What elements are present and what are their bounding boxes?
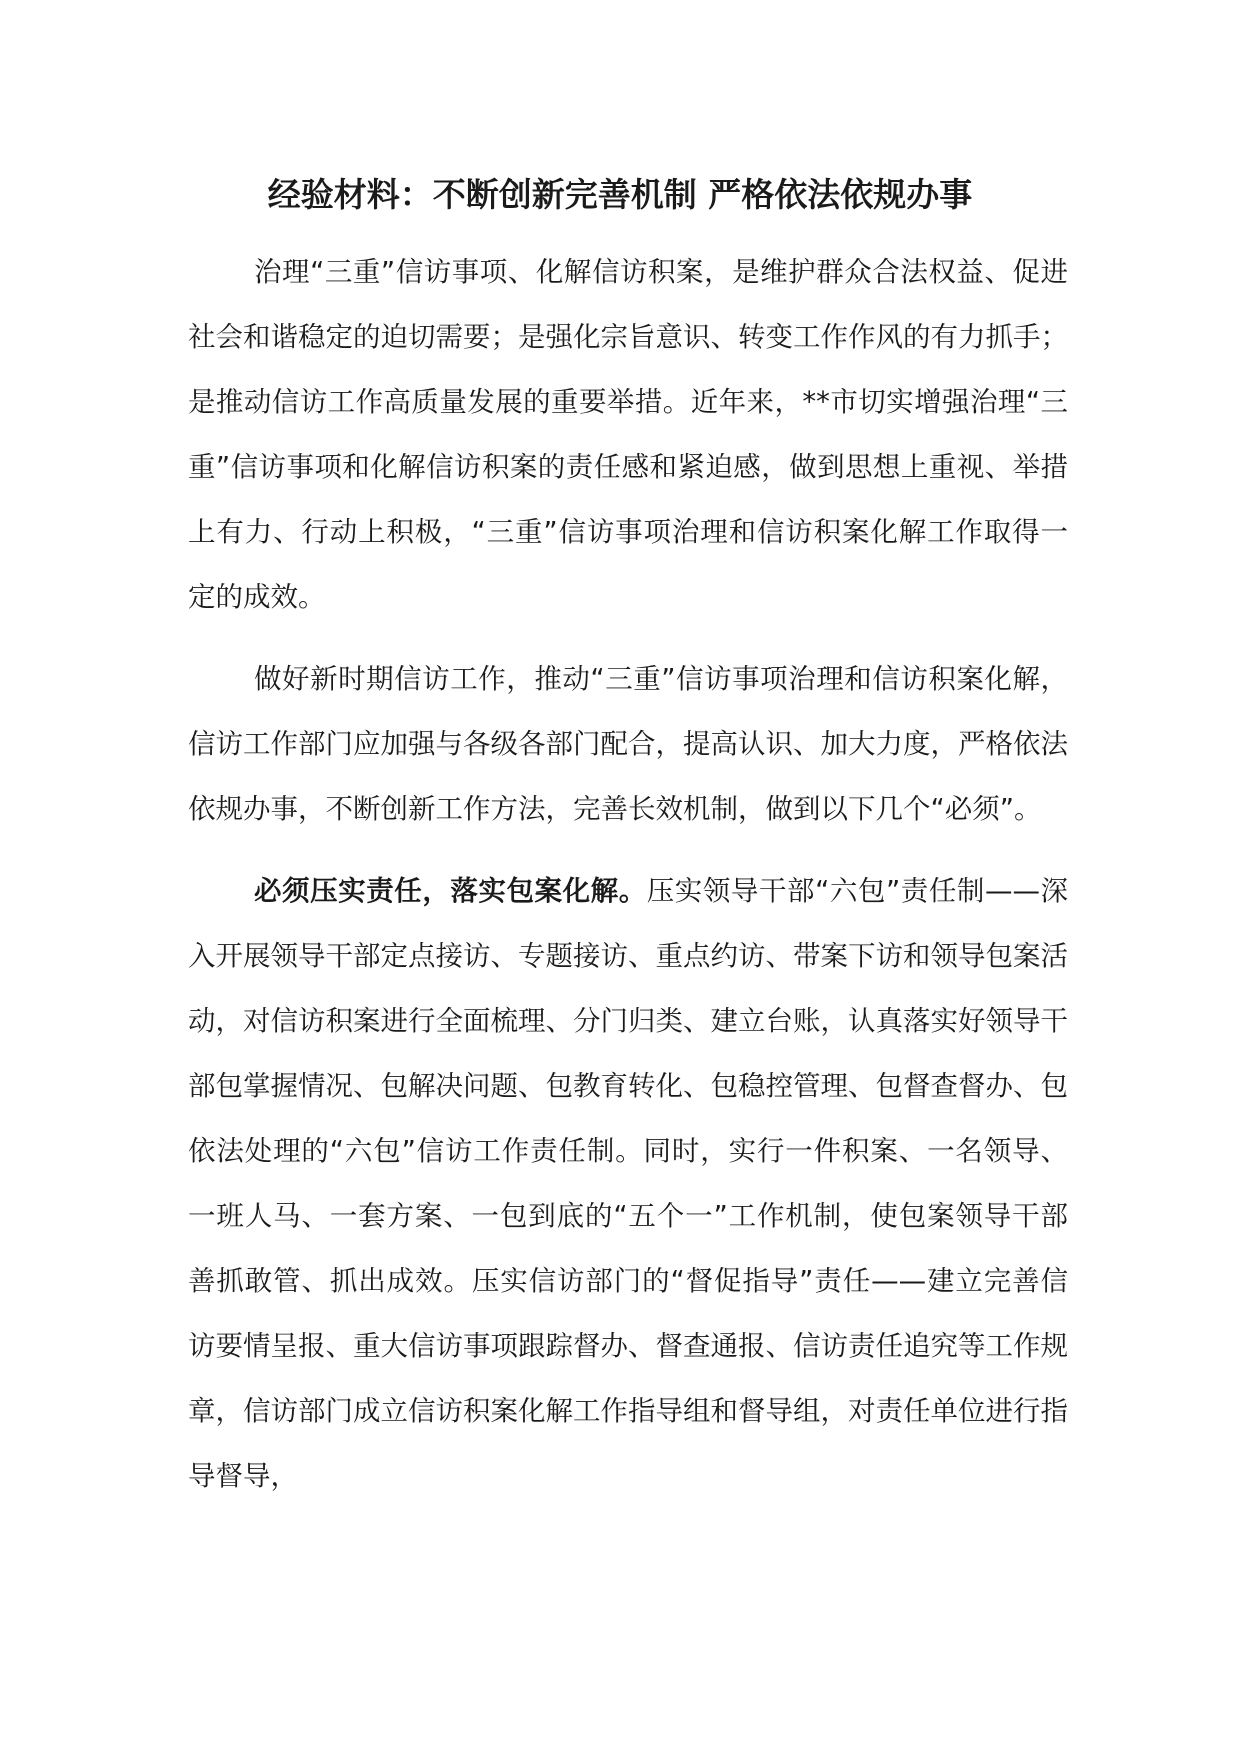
paragraph-2-text: 做好新时期信访工作，推动“三重”信访事项治理和信访积案化解，信访工作部门应加强与各级各部门配合，提高认识、加大力度，严格依法依规办事，不断创新工作方法，完善长效机制，做到以下几个“必须”。 xyxy=(188,663,1068,825)
paragraph-2 xyxy=(188,647,1068,842)
document-body xyxy=(188,240,1068,1509)
paragraph-1-text: 治理“三重”信访事项、化解信访积案，是维护群众合法权益、促进社会和谐稳定的迫切需要；是强化宗旨意识、转变工作作风的有力抓手；是推动信访工作高质量发展的重要举措。近年来，**市切实增强治理“三重”信访事项和化解信访积案的责任感和紧迫感，做到思想上重视、举措上有力、行动上积极，“三重”信访事项治理和信访积案化解工作取得一定的成效。 xyxy=(188,256,1068,613)
paragraph-3-text: 压实领导干部“六包”责任制——深入开展领导干部定点接访、专题接访、重点约访、带案下访和领导包案活动，对信访积案进行全面梳理、分门归类、建立台账，认真落实好领导干部包掌握情况、包解决问题、包教育转化、包稳控管理、包督查督办、包依法处理的“六包”信访工作责任制。同时，实行一件积案、一名领导、一班人马、一套方案、一包到底的“五个一”工作机制，使包案领导干部善抓敢管、抓出成效。压实信访部门的“督促指导”责任——建立完善信访要情呈报、重大信访事项跟踪督办、督查通报、信访责任追究等工作规章，信访部门成立信访积案化解工作指导组和督导组，对责任单位进行指导督导， xyxy=(188,875,1068,1492)
paragraph-3 xyxy=(188,859,1068,1509)
paragraph-1 xyxy=(188,240,1068,630)
document-title: 经验材料：不断创新完善机制 严格依法依规办事 xyxy=(267,175,973,214)
paragraph-3-lead: 必须压实责任，落实包案化解。 xyxy=(254,875,647,907)
